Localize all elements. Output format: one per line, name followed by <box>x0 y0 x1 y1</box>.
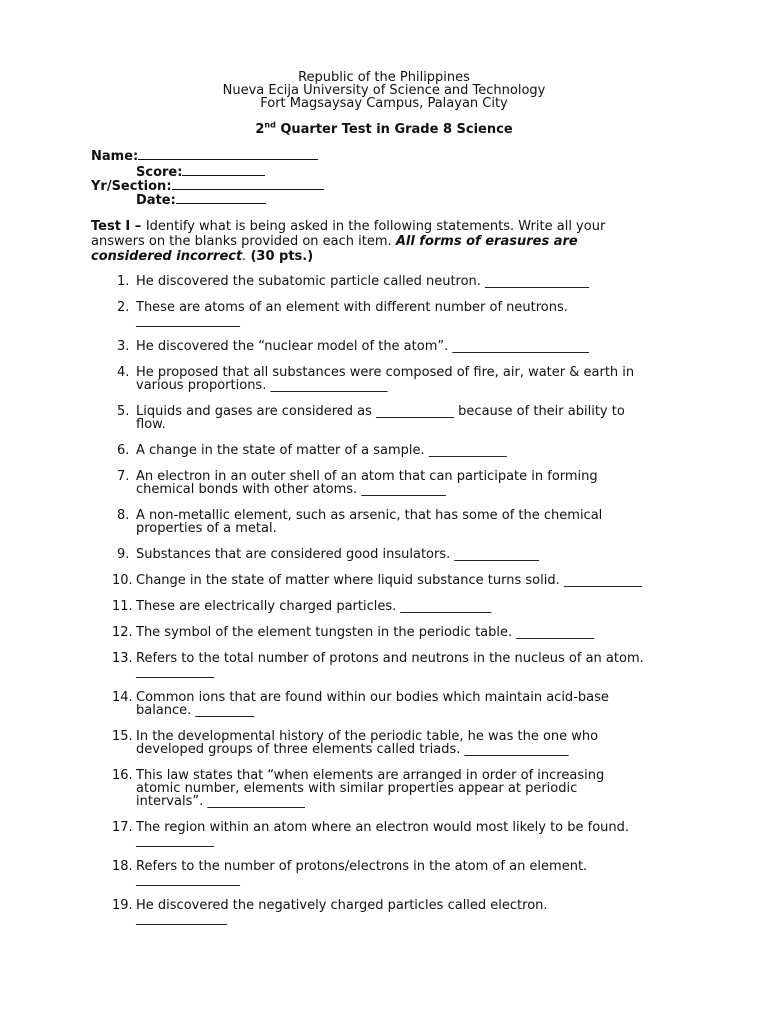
question-number: 7. <box>117 469 130 484</box>
test-instructions <box>91 219 651 264</box>
header-campus: Fort Magsaysay Campus, Palayan City <box>260 96 508 111</box>
question-number: 14. <box>112 690 133 705</box>
section-label: Yr/Section: <box>91 179 172 194</box>
question-line: The region within an atom where an electron would most likely to be found. <box>136 820 630 835</box>
question-line: Change in the state of matter where liquid substance turns solid. ____________ <box>136 573 642 588</box>
question-line: An electron in an outer shell of an atom that can participate in forming <box>136 469 598 484</box>
question-line: properties of a metal. <box>136 521 277 536</box>
question-number: 18. <box>112 859 133 874</box>
question-line: balance. _________ <box>136 703 254 718</box>
question-text <box>136 730 681 756</box>
question-line: Refers to the number of protons/electrons in the atom of an element. <box>136 859 588 874</box>
question-line: Refers to the total number of protons and neutrons in the nucleus of an atom. <box>136 651 644 666</box>
date-field <box>136 193 266 208</box>
question-line: Substances that are considered good insulators. _____________ <box>136 547 539 562</box>
question-text <box>136 652 681 678</box>
question-text <box>136 600 681 613</box>
title-prefix: 2 <box>255 122 265 137</box>
question-line: A non-metallic element, such as arsenic, that has some of the chemical <box>136 508 603 523</box>
header-republic: Republic of the Philippines <box>298 70 470 85</box>
question-number: 19. <box>112 898 133 913</box>
question-line: developed groups of three elements called triads. ________________ <box>136 742 569 757</box>
question-number: 2. <box>117 300 130 315</box>
question-number: 6. <box>117 443 130 458</box>
score-label: Score: <box>136 165 183 180</box>
question-line: various proportions. __________________ <box>136 378 388 393</box>
question-line: chemical bonds with other atoms. _____________ <box>136 482 446 497</box>
question-text <box>136 574 681 587</box>
instructions-period: . <box>242 249 251 264</box>
question-line: ________________ <box>136 313 240 328</box>
question-text <box>136 769 681 808</box>
question-line: ______________ <box>136 911 227 926</box>
question-line: He discovered the “nuclear model of the atom”. _____________________ <box>136 339 589 354</box>
question-line: intervals”. _______________ <box>136 794 305 809</box>
title-rest: Quarter Test in Grade 8 Science <box>275 122 513 137</box>
question-text <box>136 899 681 925</box>
date-blank[interactable] <box>176 193 266 204</box>
instructions-lead: Test I – <box>91 219 146 234</box>
question-text <box>136 548 681 561</box>
question-text <box>136 509 681 535</box>
name-blank[interactable] <box>138 149 318 160</box>
date-label: Date: <box>136 193 176 208</box>
question-number: 15. <box>112 729 133 744</box>
question-number: 16. <box>112 768 133 783</box>
question-number: 4. <box>117 365 130 380</box>
question-text <box>136 470 681 496</box>
question-number: 10. <box>112 573 133 588</box>
question-text <box>136 626 681 639</box>
question-line: In the developmental history of the periodic table, he was the one who <box>136 729 599 744</box>
question-number: 17. <box>112 820 133 835</box>
section-field <box>91 179 324 194</box>
question-text <box>136 366 681 392</box>
name-field <box>91 149 318 164</box>
question-line: ____________ <box>136 664 214 679</box>
instructions-points: (30 pts.) <box>250 249 314 264</box>
name-label: Name: <box>91 149 139 164</box>
question-number: 13. <box>112 651 133 666</box>
question-text <box>136 405 681 431</box>
question-line: atomic number, elements with similar properties appear at periodic <box>136 781 578 796</box>
question-line: He discovered the negatively charged particles called electron. <box>136 898 548 913</box>
question-line: These are electrically charged particles. ______________ <box>136 599 492 614</box>
question-text <box>136 444 681 457</box>
question-text <box>136 340 681 353</box>
question-number: 5. <box>117 404 130 419</box>
section-blank[interactable] <box>172 179 324 190</box>
question-text <box>136 275 681 288</box>
question-number: 3. <box>117 339 130 354</box>
question-line: These are atoms of an element with different number of neutrons. <box>136 300 568 315</box>
question-number: 1. <box>117 274 130 289</box>
question-text <box>136 821 681 847</box>
header-university: Nueva Ecija University of Science and Technology <box>222 83 546 98</box>
question-line: He proposed that all substances were composed of fire, air, water & earth in <box>136 365 635 380</box>
question-number: 11. <box>112 599 133 614</box>
question-text <box>136 691 681 717</box>
instructions-emphasis: All forms of erasures are considered incorrect <box>91 234 578 264</box>
document-header <box>0 71 768 110</box>
question-text <box>136 301 681 327</box>
test-title <box>0 120 768 137</box>
question-line: flow. <box>136 417 166 432</box>
question-line: Liquids and gases are considered as ____________ because of their ability to <box>136 404 625 419</box>
question-line: ____________ <box>136 833 214 848</box>
question-number: 12. <box>112 625 133 640</box>
score-blank[interactable] <box>182 165 265 176</box>
question-number: 9. <box>117 547 130 562</box>
question-line: The symbol of the element tungsten in the periodic table. ____________ <box>136 625 595 640</box>
question-line: This law states that “when elements are arranged in order of increasing <box>136 768 605 783</box>
question-line: He discovered the subatomic particle called neutron. ________________ <box>136 274 590 289</box>
title-superscript: nd <box>264 120 276 130</box>
instructions-body: Identify what is being asked in the following statements. Write all your answers on the blanks provided on each item. <box>91 219 606 249</box>
question-text <box>136 860 681 886</box>
question-line: Common ions that are found within our bodies which maintain acid-base <box>136 690 609 705</box>
score-field <box>136 165 265 180</box>
question-line: A change in the state of matter of a sample. ____________ <box>136 443 507 458</box>
question-number: 8. <box>117 508 130 523</box>
question-line: ________________ <box>136 872 240 887</box>
